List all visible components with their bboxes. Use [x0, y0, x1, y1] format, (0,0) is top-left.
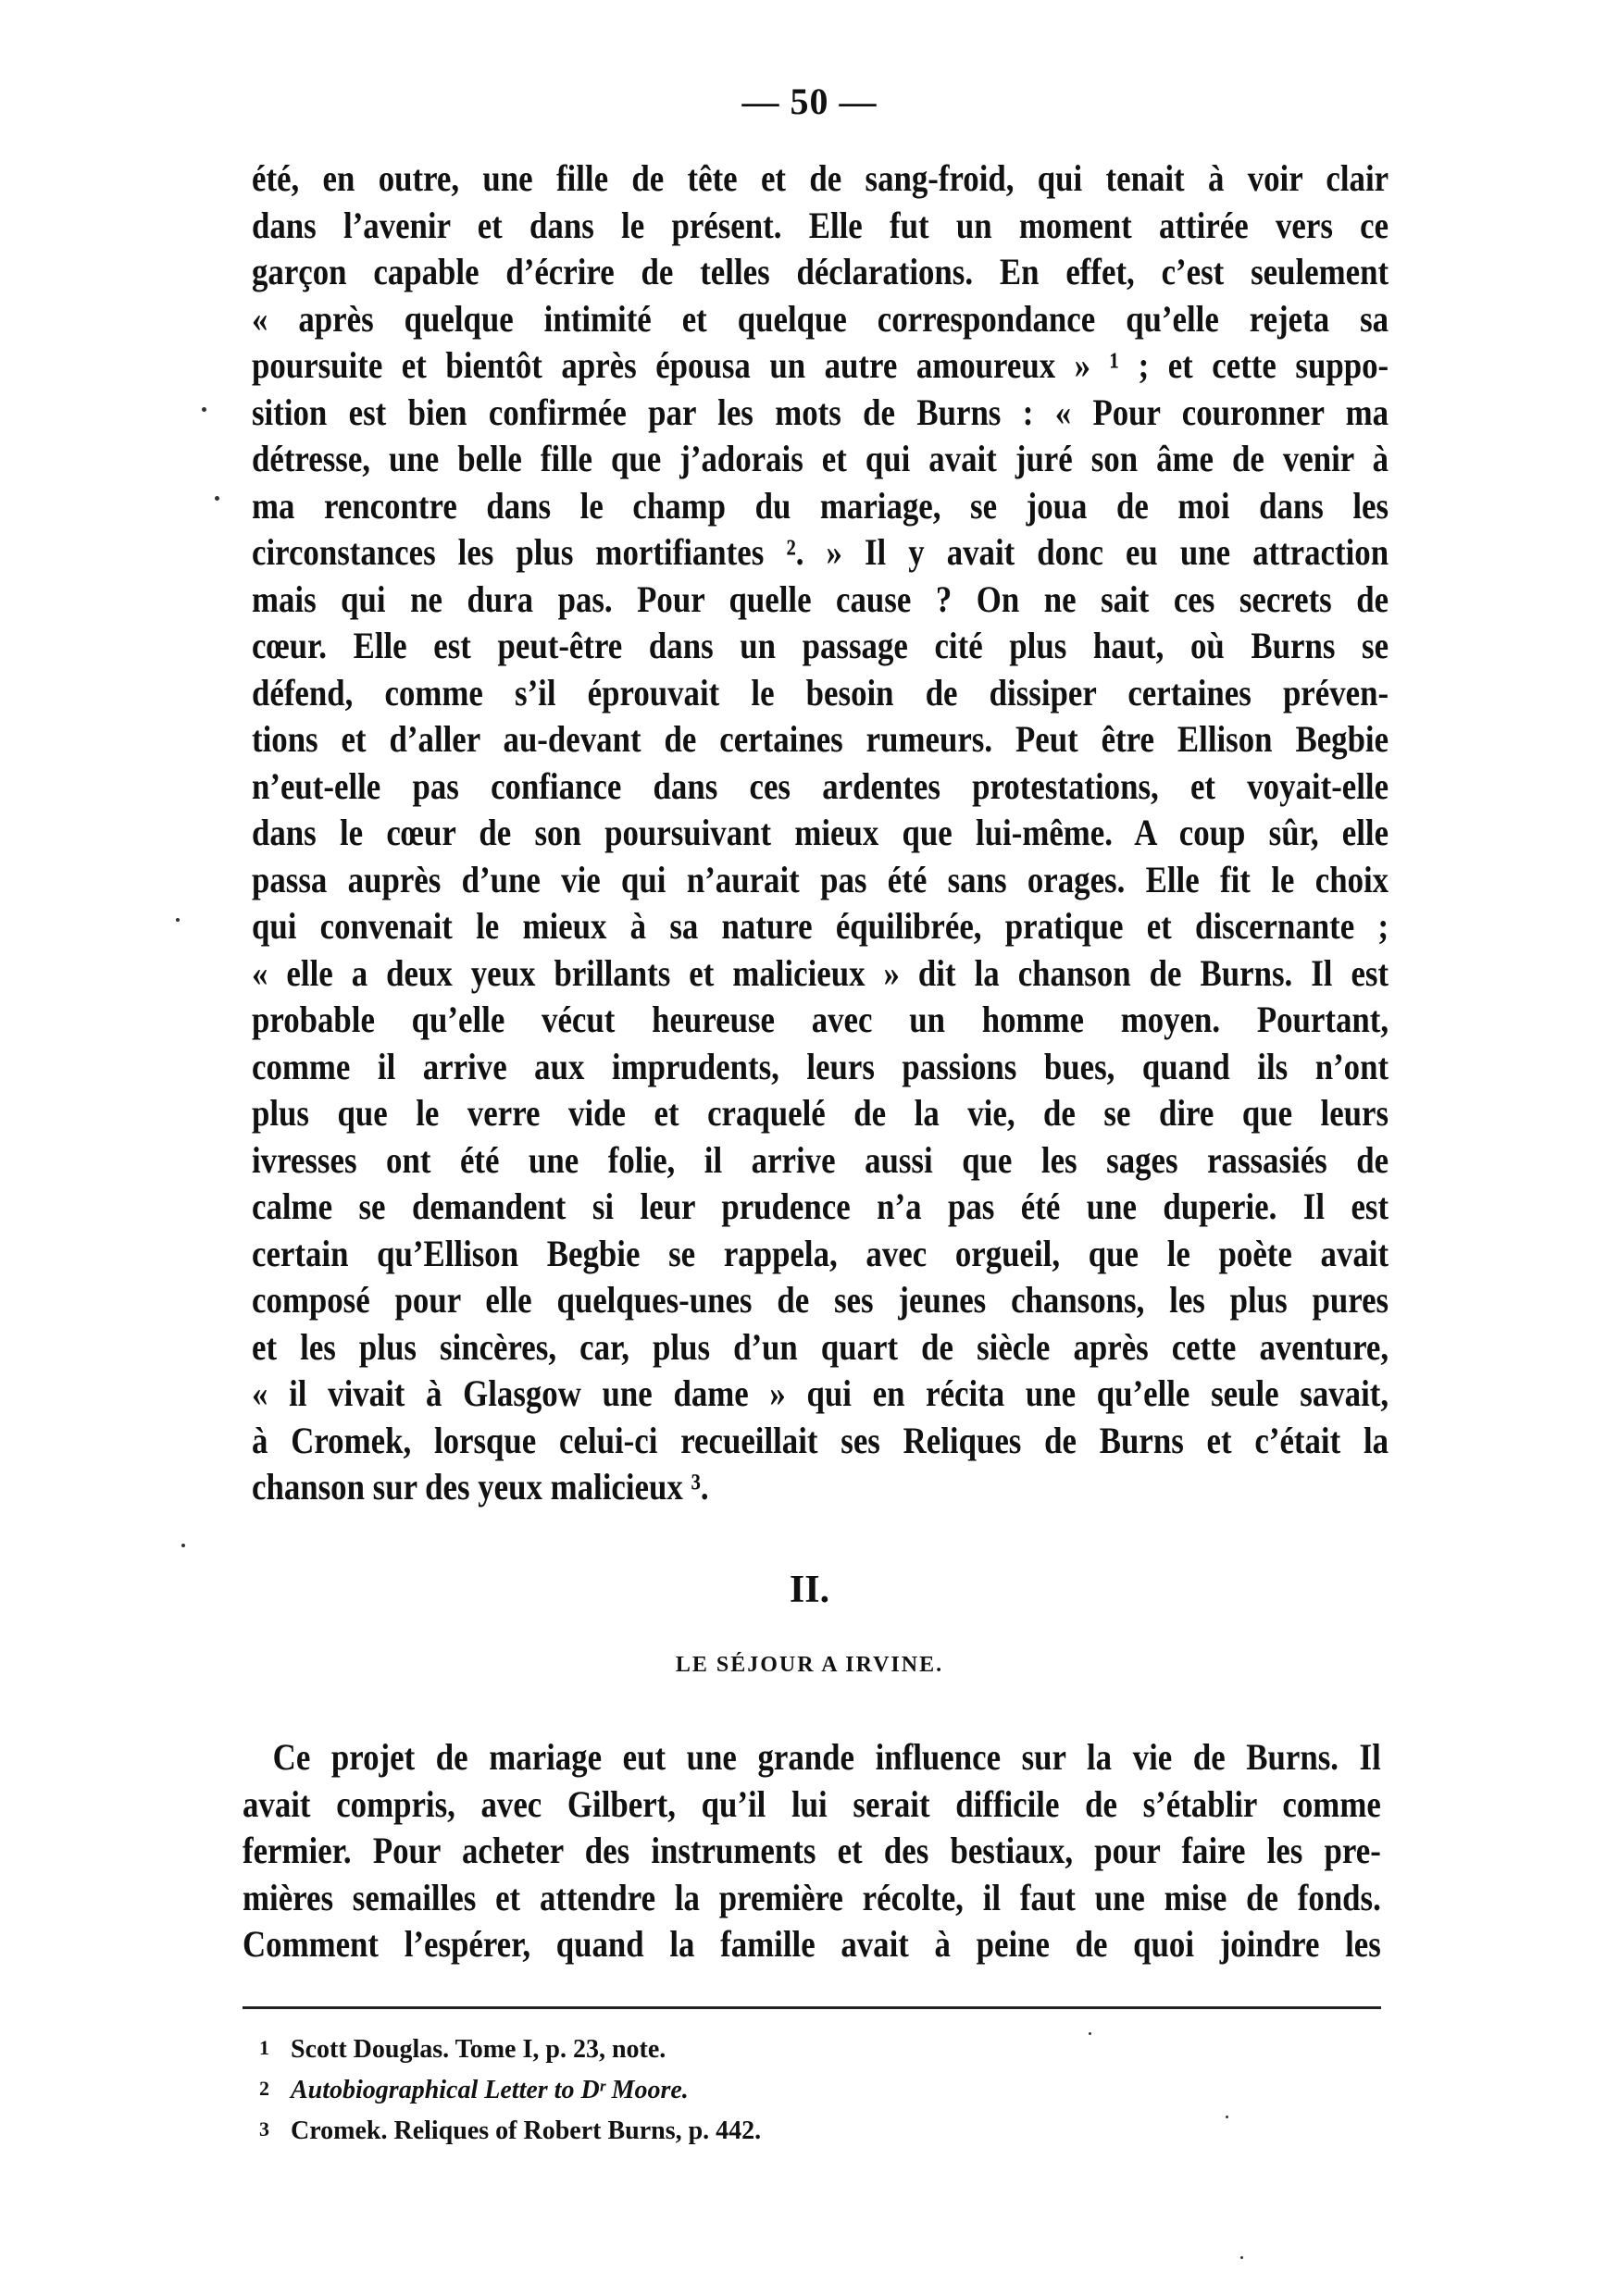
- footnote-number: 2: [259, 2077, 269, 2100]
- text-line: mières semailles et attendre la première récolte, il faut une mise de fonds.: [243, 1876, 1381, 1918]
- scan-speck: [215, 496, 219, 501]
- text-line: qui convenait le mieux à sa nature équilibrée, pratique et discernante ;: [252, 905, 1389, 947]
- footnote-number: 3: [259, 2117, 269, 2141]
- text-line: garçon capable d’écrire de telles déclarations. En effet, c’est seulement: [252, 251, 1389, 292]
- footnote-1: [259, 2029, 1092, 2069]
- text-line: probable qu’elle vécut heureuse avec un homme moyen. Pourtant,: [252, 999, 1389, 1040]
- text-line: mais qui ne dura pas. Pour quelle cause ? On ne sait ces secrets de: [252, 577, 1389, 620]
- footnote-divider: [243, 2006, 1381, 2009]
- scan-speck: [1240, 2256, 1243, 2259]
- text-line: ivresses ont été une folie, il arrive aussi que les sages rassasiés de: [252, 1138, 1389, 1181]
- scan-speck: [181, 1544, 185, 1547]
- page-number: — 50 —: [741, 81, 878, 122]
- text-line: avait compris, avec Gilbert, qu’il lui serait difficile de s’établir comme: [243, 1782, 1381, 1825]
- text-line: composé pour elle quelques-unes de ses jeunes chansons, les plus pures: [252, 1279, 1389, 1321]
- text-line: à Cromek, lorsque celui-ci recueillait ses Reliques de Burns et c’était la: [252, 1419, 1389, 1461]
- section-title: LE SÉJOUR A IRVINE.: [675, 1653, 944, 1677]
- footnotes: [259, 2029, 1092, 2151]
- text-line: comme il arrive aux imprudents, leurs passions bues, quand ils n’ont: [252, 1045, 1389, 1087]
- scan-speck: [1226, 2116, 1228, 2118]
- text-line: dans le cœur de son poursuivant mieux que lui-même. A coup sûr, elle: [252, 812, 1389, 853]
- text-line: plus que le verre vide et craquelé de la vie, de se dire que leurs: [252, 1092, 1389, 1134]
- footnote-text: Autobiographical Letter to Dʳ Moore.: [291, 2076, 689, 2104]
- text-line: Ce projet de mariage eut une grande influence sur la vie de Burns. Il: [272, 1736, 1381, 1778]
- text-line: cœur. Elle est peut-être dans un passage cité plus haut, où Burns se: [252, 625, 1389, 666]
- footnote-2: [259, 2069, 1092, 2110]
- text-line: dans l’avenir et dans le présent. Elle fut un moment attirée vers ce: [252, 204, 1389, 246]
- scan-speck: [202, 407, 206, 412]
- section-number: II.: [789, 1569, 830, 1611]
- text-line: poursuite et bientôt après épousa un autre amoureux » ¹ ; et cette suppo-: [252, 344, 1389, 386]
- footnote-3: [259, 2110, 1092, 2151]
- text-line: tions et d’aller au-devant de certaines rumeurs. Peut être Ellison Begbie: [252, 718, 1389, 760]
- text-line: ma rencontre dans le champ du mariage, se joua de moi dans les: [252, 484, 1389, 527]
- text-line: fermier. Pour acheter des instruments et des bestiaux, pour faire les pre-: [243, 1830, 1381, 1871]
- text-line: « elle a deux yeux brillants et malicieux » dit la chanson de Burns. Il est: [252, 951, 1389, 994]
- text-line: sition est bien confirmée par les mots de Burns : « Pour couronner ma: [252, 391, 1389, 433]
- text-line: chanson sur des yeux malicieux ³.: [252, 1466, 709, 1508]
- text-line: calme se demandent si leur prudence n’a pas été une duperie. Il est: [252, 1185, 1389, 1227]
- footnote-number: 1: [259, 2036, 269, 2059]
- text-line: passa auprès d’une vie qui n’aurait pas été sans orages. Elle fit le choix: [252, 858, 1389, 900]
- text-line: Comment l’espérer, quand la famille avait à peine de quoi joindre les: [243, 1923, 1381, 1965]
- paragraph-2: [243, 1734, 1381, 1968]
- paragraph-1: [252, 155, 1389, 1511]
- text-line: n’eut-elle pas confiance dans ces ardentes protestations, et voyait-elle: [252, 764, 1389, 807]
- scan-speck: [176, 918, 180, 922]
- text-line: détresse, une belle fille que j’adorais et qui avait juré son âme de venir à: [252, 438, 1389, 479]
- footnote-text: Scott Douglas. Tome I, p. 23, note.: [291, 2035, 666, 2064]
- text-line: « il vivait à Glasgow une dame » qui en récita une qu’elle seule savait,: [252, 1372, 1389, 1414]
- text-line: défend, comme s’il éprouvait le besoin de dissiper certaines préven-: [252, 671, 1389, 714]
- text-line: certain qu’Ellison Begbie se rappela, avec orgueil, que le poète avait: [252, 1232, 1389, 1274]
- scan-speck: [1089, 2032, 1091, 2035]
- text-line: été, en outre, une fille de tête et de sang-froid, qui tenait à voir clair: [252, 157, 1389, 199]
- text-line: « après quelque intimité et quelque correspondance qu’elle rejeta sa: [252, 297, 1389, 340]
- text-line: et les plus sincères, car, plus d’un quart de siècle après cette aventure,: [252, 1325, 1389, 1368]
- footnote-text: Cromek. Reliques of Robert Burns, p. 442.: [291, 2116, 762, 2145]
- text-line: circonstances les plus mortifiantes ². » Il y avait donc eu une attraction: [252, 531, 1389, 573]
